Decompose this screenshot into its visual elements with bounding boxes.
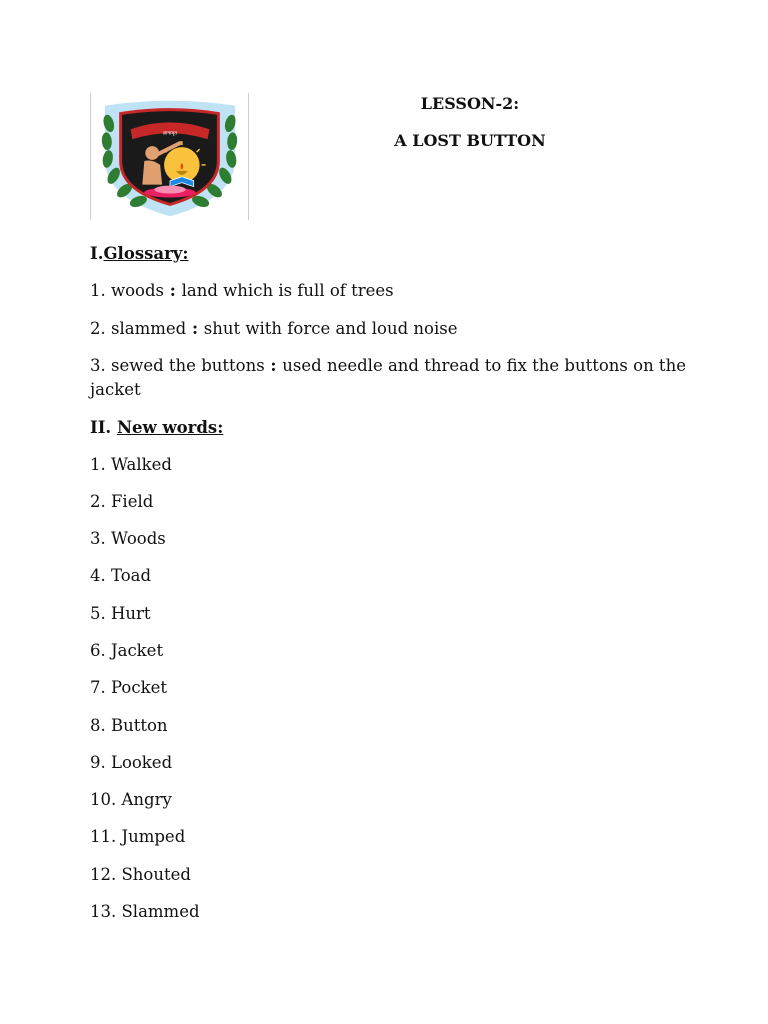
new-words-prefix: II. [90, 417, 117, 437]
list-item: 2. Field [90, 491, 154, 511]
glossary-heading-label: Glossary: [103, 244, 189, 263]
lesson-number: LESSON-2: [420, 94, 520, 113]
glossary-item-separator: : [264, 356, 283, 375]
new-words-heading-label: New words: [116, 417, 224, 437]
glossary-heading [90, 242, 690, 266]
school-crest-logo [90, 93, 249, 220]
list-item: 13. Slammed [90, 902, 200, 922]
glossary-item-number: 1. [90, 281, 111, 300]
glossary-item-number: 3. [90, 356, 111, 375]
lesson-title: A LOST BUTTON [394, 131, 546, 150]
list-item: 5. Hurt [90, 603, 151, 623]
glossary-item-definition: shut with force and loud noise [203, 318, 458, 338]
glossary-item [90, 354, 690, 402]
lesson-content [90, 242, 690, 937]
new-words-heading [90, 416, 690, 440]
glossary-item-separator: : [186, 318, 204, 338]
list-item: 8. Button [90, 715, 168, 735]
glossary-item-number: 2. [90, 318, 111, 338]
glossary-item [90, 279, 690, 303]
list-item: 9. Looked [90, 752, 173, 772]
list-item: 1. Walked [90, 454, 172, 474]
list-item: 3. Woods [90, 529, 166, 549]
glossary-item-definition: used needle and thread to fix the buttons on the jacket [90, 356, 686, 399]
glossary-item [90, 317, 690, 341]
new-words-list [90, 453, 690, 925]
glossary-item-separator: : [164, 281, 182, 300]
list-item: 11. Jumped [90, 827, 186, 847]
list-item: 12. Shouted [90, 864, 191, 884]
list-item: 6. Jacket [90, 640, 164, 660]
list-item: 4. Toad [90, 566, 152, 586]
glossary-item-term: slammed [111, 318, 187, 338]
crest-banner-text: ज्ञानामृत [162, 130, 178, 137]
glossary-item-definition: land which is full of trees [181, 281, 394, 300]
glossary-item-term: woods [111, 281, 165, 300]
list-item: 10. Angry [90, 790, 172, 810]
list-item: 7. Pocket [90, 678, 167, 698]
glossary-prefix: I. [90, 244, 104, 263]
glossary-item-term: sewed the buttons [111, 356, 265, 375]
